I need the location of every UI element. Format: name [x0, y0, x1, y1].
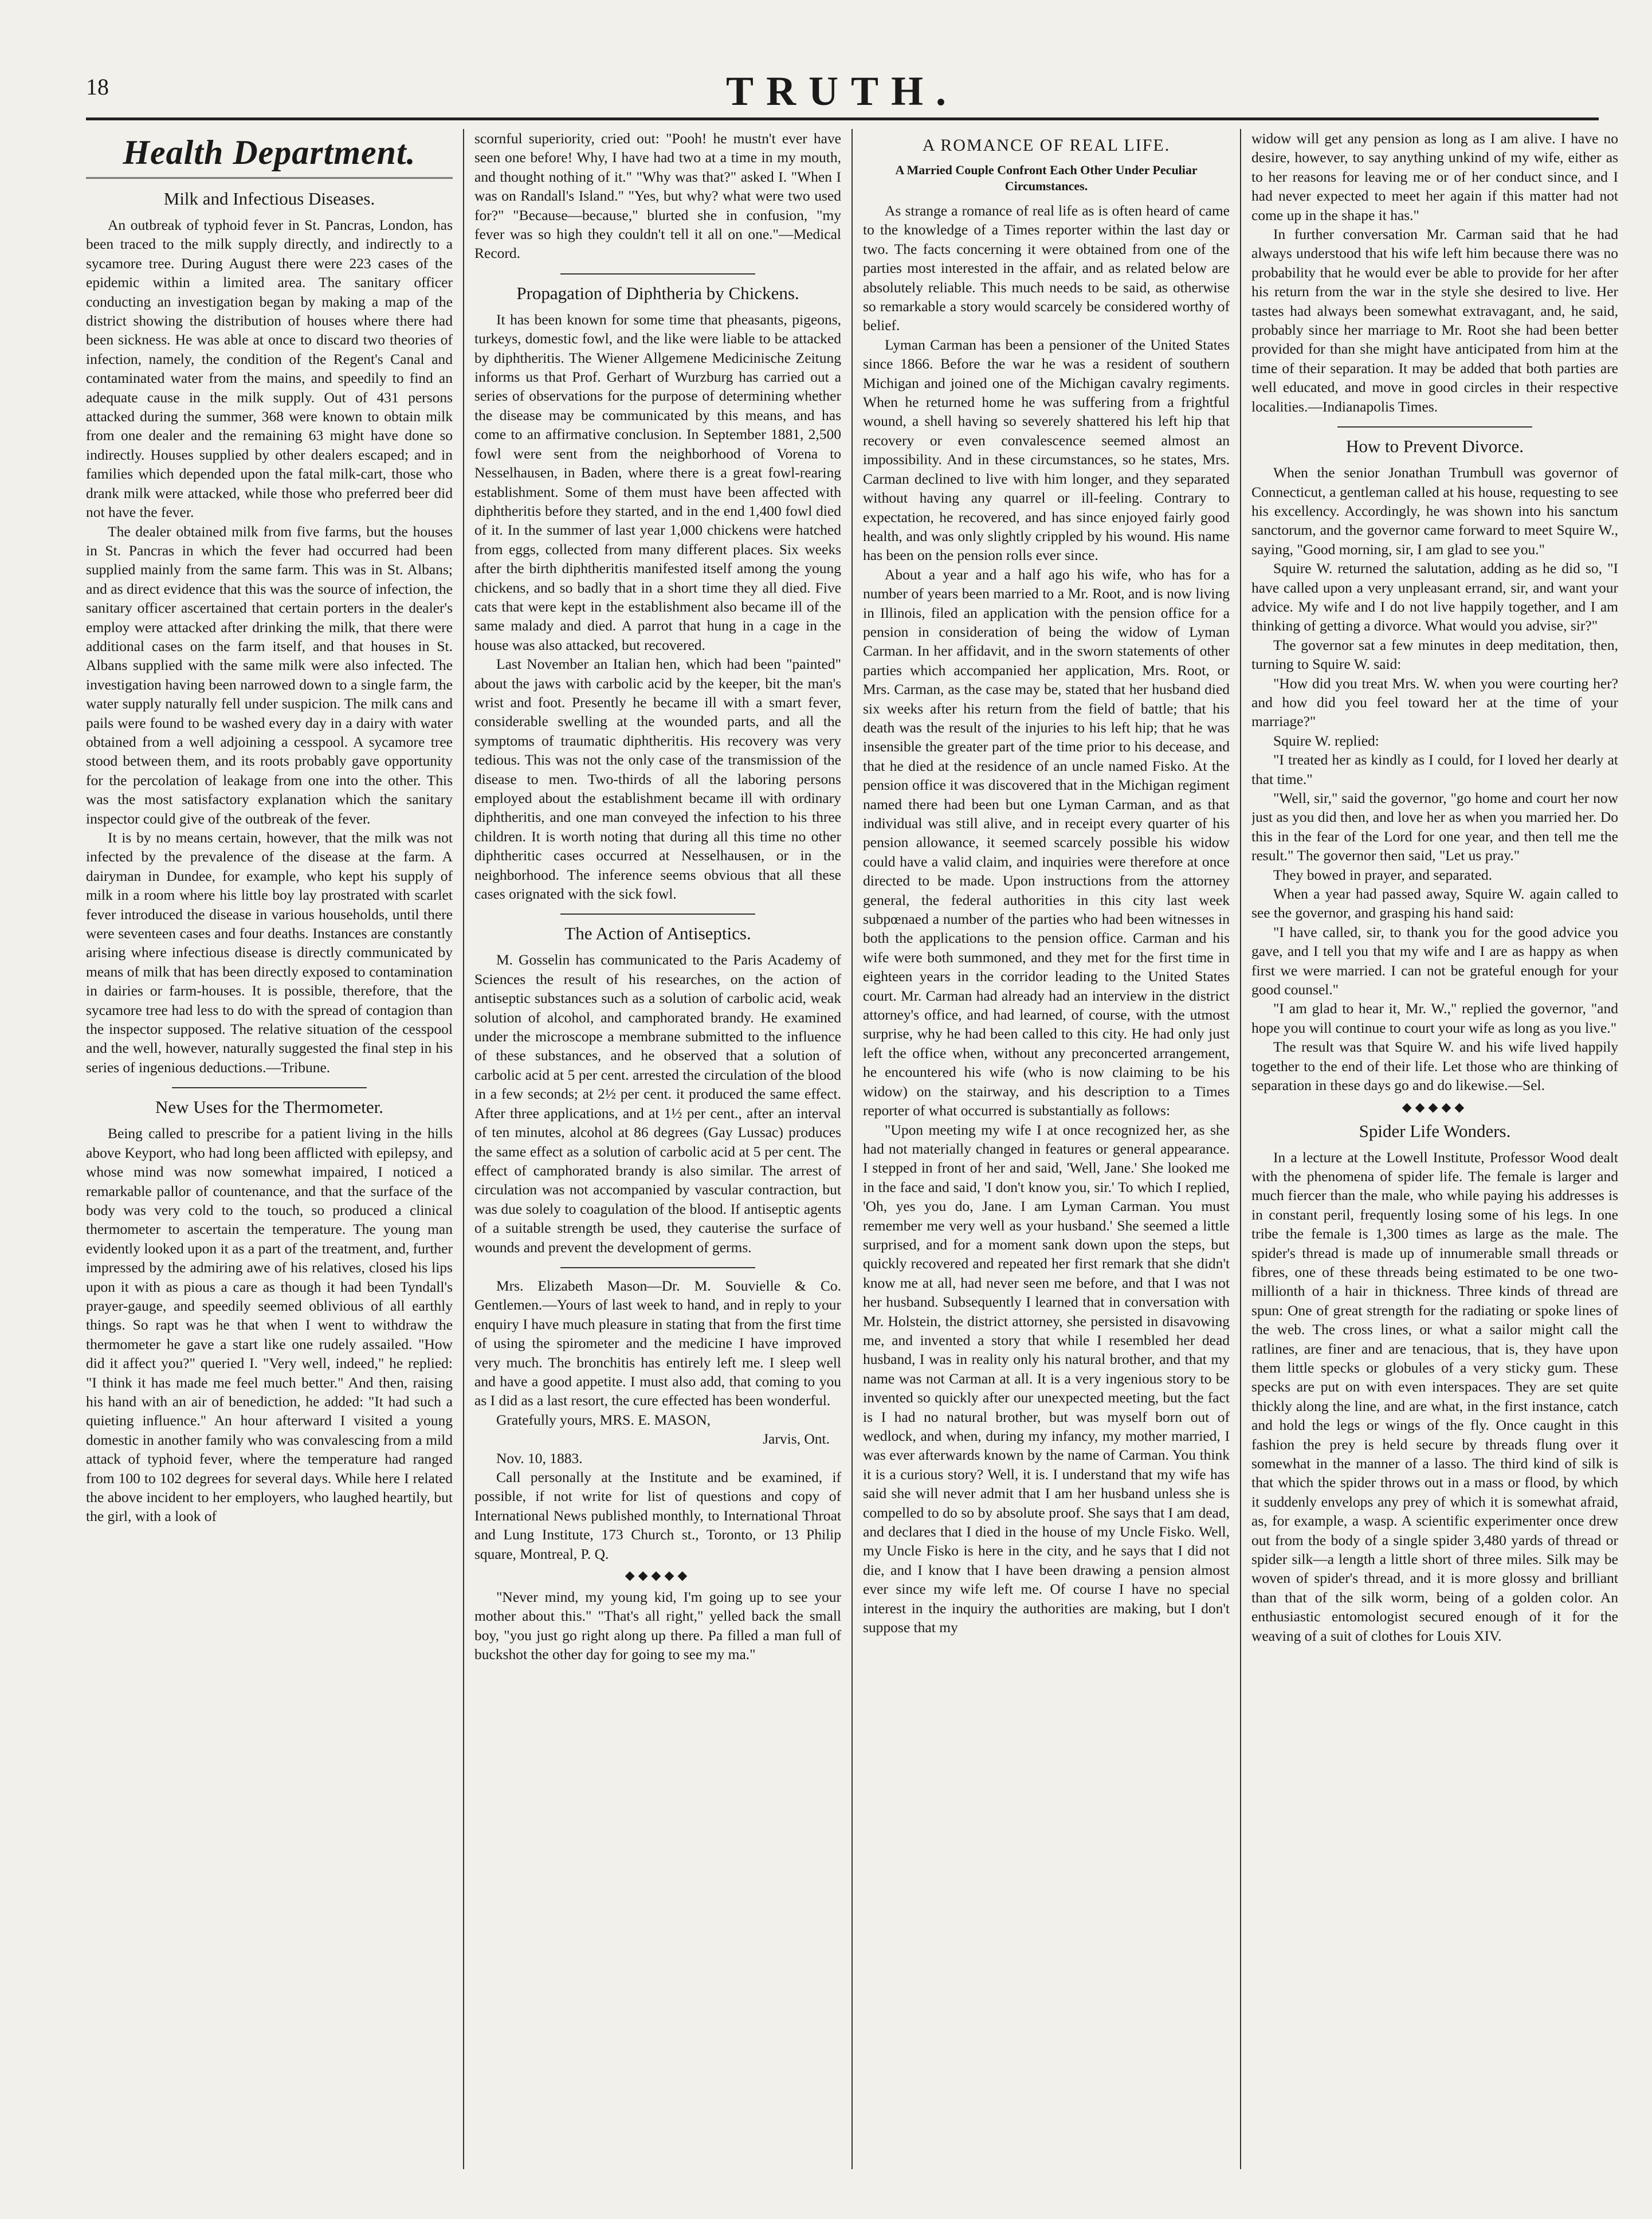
article-title-thermometer: New Uses for the Thermometer.	[155, 1097, 383, 1118]
column-2	[474, 129, 841, 2169]
newspaper-columns	[80, 129, 1618, 2169]
article-paragraph: The dealer obtained milk from five farms, but the houses in St. Pancras in which the fever had occurred had been supplied mainly from the same farm. This was in St. Albans; and as direct evidence that this was the source of infection, the sanitary officer ascertained that certain porters in the dealer's employ were attacked after drinking the milk, that there were additional cases on the farm itself, and that houses in St. Albans supplied with the same milk were also infected. The investigation having been narrowed down to a single farm, the water supply naturally fell under suspicion. The milk cans and pails were found to be washed every day in a dairy with water obtained from a well adjoining a cesspool. A sycamore tree stood between them, and its roots probably gave opportunity for the percolation of leakage from one into the other. This was the most satisfactory explanation which the sanitary inspector could give of the outbreak of the fever.	[86, 523, 453, 827]
article-paragraph: "Well, sir," said the governor, "go home and court her now just as you did then, and love her as when you married her. Do this in the fear of the Lord for one year, and then tell me the result." The governor then said, "Let us pray."	[1251, 790, 1618, 864]
page-header	[86, 68, 1599, 119]
article-paragraph: When a year had passed away, Squire W. again called to see the governor, and grasping his hand said:	[1251, 885, 1618, 922]
article-paragraph: Last November an Italian hen, which had been "painted" about the jaws with carbolic acid by the keeper, bit the man's wrist and foot. Presently he became ill with a smart fever, considerable swelling at the wounded parts, and all the symptoms of traumatic diphtheritis. His recovery was very tedious. This was not the only case of the transmission of the disease to men. Two-thirds of all the laboring persons employed about the establishment became ill with ordinary diphtheritis, and one man conveyed the infection to his three children. It is worth noting that during all this time no other diphtheritic cases occurred at Nesselhausen, or in the neighborhood. The inference seems obvious that all these cases orignated with the sick fowl.	[474, 656, 841, 903]
article-paragraph: The governor sat a few minutes in deep meditation, then, turning to Squire W. said:	[1251, 636, 1618, 673]
article-paragraph: When the senior Jonathan Trumbull was governor of Connecticut, a gentleman called at his house, requesting to see his excellency. Accordingly, he was shown into his sanctum sanctorum, and the governor came forward to meet Squire W., saying, "Good morning, sir, I am glad to see you."	[1251, 464, 1618, 558]
page-number: 18	[86, 74, 109, 100]
article-paragraph: It is by no means certain, however, that the milk was not infected by the prevalence of the disease at the farm. A dairyman in Dundee, for example, who kept his supply of milk in a room where his little boy lay prostrated with scarlet fever introduced the disease in various households, until there were seventeen cases and four deaths. Instances are constantly arising where infectious disease is directly communicated by means of milk that has been directly exposed to contamination in dairies or farm-houses. It is possible, therefore, that the sycamore tree had less to do with the spread of contagion than the inspector supposed. The relative situation of the cesspool and the well, however, naturally suggested the final step in his series of ingenious deductions.—Tribune.	[86, 829, 453, 1076]
column-4	[1251, 129, 1618, 2169]
title-rule	[86, 177, 453, 181]
article-paragraph: They bowed in prayer, and separated.	[1273, 866, 1493, 883]
article-paragraph: "Never mind, my young kid, I'm going up to see your mother about this." "That's all right," yelled back the small boy, "you just go right along up there. Pa filled a man full of buckshot the other day for going to see my ma."	[474, 1589, 841, 1663]
article-paragraph: Squire W. replied:	[1273, 732, 1379, 749]
article-paragraph: In further conversation Mr. Carman said that he had always understood that his wife left him because there was no probability that he would ever be able to provide for her after his return from the war in the style she desired to live. Her tastes had always been somewhat extravagant, and, he said, probably since her marriage to Mr. Root she had been better provided for than she might have anticipated from him at the time of their separation. It may be added that both parties are well educated, and move in good circles in their respective localities.—Indianapolis Times.	[1251, 226, 1618, 415]
column-1	[86, 129, 453, 2169]
article-paragraph: It has been known for some time that pheasants, pigeons, turkeys, domestic fowl, and the like were liable to be attacked by diphtheritis. The Wiener Allgemene Medicinische Zeitung informs us that Prof. Gerhart of Wurzburg has carried out a series of observations for the purpose of determining whether the disease may be communicated by this means, and has come to an affirmative conclusion. In September 1881, 2,500 fowl were sent from the neighborhood of Vorena to Nesselhausen, in Baden, where there is a great fowl-rearing establishment. Some of them must have been affected with diphtheritis before they started, and in the end 1,400 fowl died of it. In the summer of last year 1,000 chickens were hatched from eggs, collected from many different places. Six weeks after the birth diphtheritis manifested itself among the young chickens, and so badly that in a short time they all died. Five cats that were kept in the establishment also became ill of the same malady and died. A parrot that hung in a cage in the house was also attacked, but recovered.	[474, 311, 841, 653]
article-paragraph: "How did you treat Mrs. W. when you were courting her? and how did you feel toward her at the time of your marriage?"	[1251, 675, 1618, 730]
article-title-divorce: How to Prevent Divorce.	[1346, 436, 1524, 457]
article-paragraph: Being called to prescribe for a patient living in the hills above Keyport, who had long been afflicted with epilepsy, and whose mind was now somewhat impaired, I noticed a remarkable pallor of countenance, and that the surface of the body was very cold to the touch, so produced a clinical thermometer to ascertain the temperature. The young man evidently looked upon it as a part of the treatment, and, further impressed by the admiring awe of his relatives, closed his lips upon it with as pious a care as though it had been Tyndall's prayer-gauge, and speedily seemed oblivious of all earthly things. So rapt was he that when I went to withdraw the thermometer he gave a start like one rudely assailed. "How did it affect you?" queried I. "Very well, indeed," he replied: "I think it has made me feel much better." And then, raising his hand with an air of benediction, he added: "It had such a quieting influence." An hour afterward I visited a young domestic in another family who was convalescing from a mild attack of typhoid fever, where the temperature had ranged from 100 to 102 degrees for several days. While here I related the above incident to her employers, who laughed heartily, but the girl, with a look of	[86, 1125, 453, 1525]
letter-place: Jarvis, Ont.	[763, 1430, 830, 1448]
column-rule	[851, 129, 853, 2169]
article-paragraph: The result was that Squire W. and his wife lived happily together to the end of their life. Let those who are thinking of separation in these days go and do likewise.—Sel.	[1251, 1038, 1618, 1094]
department-title: Health Department.	[123, 134, 416, 171]
section-divider	[560, 273, 755, 275]
section-divider	[560, 914, 755, 915]
article-paragraph: An outbreak of typhoid fever in St. Pancras, London, has been traced to the milk supply directly, and indirectly to a sycamore tree. During August there were 223 cases of the epidemic within a limited area. The sanitary officer conducting an investigation began by making a map of the district showing the distribution of houses where there had been sickness. He was able at once to discard two theories of infection, namely, the condition of the Regent's Canal and contaminated water from the mains, and speedily to find an adequate cause in the milk supply. Out of 431 persons attacked during the summer, 368 were known to obtain milk from one dealer and the remaining 63 might have done so indirectly. Houses supplied by other dealers escaped; and in families which depended upon the fatal milk-cart, those who drank milk were attacked, while those who preferred beer did not have the fever.	[86, 217, 453, 521]
header-rule	[86, 117, 1599, 120]
column-3	[863, 129, 1230, 2169]
article-title-romance: A ROMANCE OF REAL LIFE.	[922, 136, 1171, 155]
article-subtitle-romance: A Married Couple Confront Each Other Under Peculiar Circumstances.	[895, 163, 1198, 193]
article-paragraph: In a lecture at the Lowell Institute, Professor Wood dealt with the phenomena of spider life. The female is larger and much fiercer than the male, who while paying his addresses is in constant peril, frequently losing some of his legs. In one tribe the female is 1,300 times as large as the male. The spider's thread is made up of innumerable small threads or fibres, one of these threads being estimated to be one two-millionth of a hair in thickness. Three kinds of thread are spun: One of great strength for the radiating or spoke lines of the web. The cross lines, or what a sailor might call the ratlines, are finer and are tenacious, that is, they have upon them little specks or globules of a very sticky gum. These specks are put on with even interspaces. They are set quite thickly along the line, and are what, in the first instance, catch and hold the legs or wings of the fly. Once caught in this fashion the prey is held secure by threads flung over it somewhat in the manner of a lasso. The third kind of silk is that which the spider throws out in a mass or flood, by which it suddenly envelops any prey of which it is somewhat afraid, as, for example, a wasp. A scientific experimenter once drew out from the body of a single spider 3,480 yards of thread or spider silk—a length a little short of three miles. Silk may be woven of spider's thread, and it is more glossy and brilliant than that of the silk worm, being of a golden color. An enthusiastic entomologist secured enough of it for the weaving of a suit of clothes for Louis XIV.	[1251, 1148, 1618, 1644]
letter-date: Nov. 10, 1883.	[496, 1449, 583, 1467]
letter-paragraph: Mrs. Elizabeth Mason—Dr. M. Souvielle & Co. Gentlemen.—Yours of last week to hand, and in reply to your enquiry I have much pleasure in stating that from the first time of using the spirometer and the medicine I have improved very much. The bronchitis has entirely left me. I sleep well and have a good appetite. I must also add, that coming to you as I did as a last resort, the cure effected has been wonderful.	[474, 1277, 841, 1409]
article-paragraph: "I treated her as kindly as I could, for I loved her dearly at that time."	[1251, 751, 1618, 787]
article-paragraph: M. Gosselin has communicated to the Paris Academy of Sciences the result of his researches, on the action of antiseptic substances such as a solution of carbolic acid, weak solution of alcohol, and camphorated brandy. He examined under the microscope a membrane submitted to the influence of these substances, and he observed that a solution of carbolic acid at 5 per cent. arrested the circulation of the blood in a few seconds; at 2½ per cent. it produced the same effect. After three applications, and at 1½ per cent., after an interval of ten minutes, alcohol at 86 degrees (Gay Lussac) produces the same effect as a solution of carbolic acid at 5 per cent. The effect of camphorated brandy is also similar. The arrest of circulation was not accompanied by vascular contraction, but was due solely to coagulation of the blood. If antiseptic agents of a suitable strength be used, they cauterise the surface of wounds and prevent the development of germs.	[474, 951, 841, 1256]
article-paragraph: As strange a romance of real life as is often heard of came to the knowledge of a Times reporter within the last day or two. The facts concerning it were obtained from one of the parties most interested in the affair, and as related below are absolutely reliable. This much needs to be said, as otherwise so remarkable a story would scarcely be considered worthy of belief.	[863, 202, 1230, 334]
ornamental-divider: ◆◆◆◆◆	[625, 1568, 691, 1583]
section-divider	[1337, 426, 1532, 428]
column-rule	[1240, 129, 1241, 2169]
section-divider	[560, 1267, 755, 1268]
letter-closing: Gratefully yours, MRS. E. MASON,	[496, 1411, 711, 1428]
masthead-title: TRUTH.	[725, 68, 959, 114]
section-divider	[172, 1087, 367, 1088]
article-paragraph: Squire W. returned the salutation, adding as he did so, "I have called upon a very unpleasant errand, sir, and want your advice. My wife and I do not live happily together, and I am thinking of getting a divorce. What would you advise, sir?"	[1251, 560, 1618, 634]
article-paragraph: widow will get any pension as long as I am alive. I have no desire, however, to say anything unkind of my wife, either as to her reasons for leaving me or of her conduct since, and I had never expected to meet her again if this matter had not come up in the shape it has."	[1251, 130, 1618, 224]
article-paragraph: "I have called, sir, to thank you for the good advice you gave, and I tell you that my wife and I are as happy as when first we were married. I can not be grateful enough for your good counsel."	[1251, 923, 1618, 998]
article-title-antiseptics: The Action of Antiseptics.	[564, 923, 751, 944]
article-title-milk: Milk and Infectious Diseases.	[163, 189, 375, 209]
ornamental-divider: ◆◆◆◆◆	[1402, 1099, 1468, 1114]
article-paragraph: "Upon meeting my wife I at once recognized her, as she had not materially changed in features or general appearance. I stepped in front of her and said, 'Well, Jane.' She looked me in the face and said, 'I don't know you, sir.' To which I replied, 'Oh, yes you do, Jane. I am Lyman Carman. You must remember me very well as your husband.' She seemed a little surprised, and for a moment sank down upon the steps, but quickly recovered and repeated her first remark that she didn't know me at all, had never seen me before, and that I was not her husband. Subsequently I learned that in conversation with Mr. Holstein, the district attorney, she persisted in disavowing me, and invented a story that while I resembled her dead husband, I was in reality only his natural brother, and that my name was not Carman at all. It is a very ingenious story to be invented so quickly after our unexpected meeting, but the fact is I had no natural brother, but was myself born out of wedlock, and when, during my infancy, my mother married, I was ever afterwards known by the name of Carman. You think it is a curious story? Well, it is. I understand that my wife has said she will never admit that I am her husband unless she is compelled to do so by absolute proof. She says that I am dead, and declares that I died in the house of my Uncle Fisko. Well, my Uncle Fisko is here in the city, and he says that I did not die, and I know that I have been drawing a pension almost ever since my wife left me. Of course I have no special interest in the inquiry the authorities are making, but I don't suppose that my	[863, 1121, 1230, 1636]
article-paragraph: "I am glad to hear it, Mr. W.," replied the governor, "and hope you will continue to court your wife as long as you live."	[1251, 1000, 1618, 1036]
article-paragraph: scornful superiority, cried out: "Pooh! he mustn't ever have seen one before! Why, I have had two at a time in my mouth, and thought nothing of it." "Why was that?" asked I. "When I was on Randall's Island." "Yes, but why? what were two used for?" "Because—because," blurted she in confusion, "my fever was so high they couldn't tell it all on one."—Medical Record.	[474, 130, 841, 262]
article-title-diphtheria: Propagation of Diphtheria by Chickens.	[516, 283, 799, 303]
article-paragraph: About a year and a half ago his wife, who has for a number of years been married to a Mr. Root, and is now living in Illinois, filed an application with the pension office for a pension in consideration of being the widow of Lyman Carman. In her affidavit, and in the sworn statements of other parties which accompanied her application, Mrs. Root, or Mrs. Carman, as the case may be, stated that her husband died six weeks after his return from the field of battle; that his death was the result of the injuries to his left hip; that he was insensible the greater part of the time prior to his decease, and that he died at the residence of an uncle named Fisko. At the pension office it was discovered that in the Michigan regiment named there had been but one Lyman Carman, and as that individual was still alive, and in receipt every quarter of his pension allowance, it seemed scarcely possible his widow could have a valid claim, and inquiries were therefore at once directed to be made. Upon instructions from the attorney general, the federal authorities in this city last week subpœnaed a number of the parties who had been witnesses in both the applications to the pension office. Carman and his wife were both summoned, and they met for the first time in eighteen years in the corridor leading to the United States court. Mr. Carman had already had an interview in the district attorney's office, and had learned, of course, with the utmost surprise, why he had been called to this city. He had only just left the office when, without any preconcerted arrangement, he encountered his wife (who is now claiming to be his widow) on the stairway, and his description to a Times reporter of what occurred is substantially as follows:	[863, 566, 1230, 1119]
article-title-spider: Spider Life Wonders.	[1359, 1120, 1511, 1141]
column-rule	[463, 129, 464, 2169]
letter-paragraph: Call personally at the Institute and be examined, if possible, if not write for list of questions and copy of International News published monthly, to International Throat and Lung Institute, 173 Church st., Toronto, or 13 Philip square, Montreal, P. Q.	[474, 1469, 841, 1562]
article-paragraph: Lyman Carman has been a pensioner of the United States since 1866. Before the war he was a resident of southern Michigan and joined one of the Michigan cavalry regiments. When he returned home he was suffering from a frightful wound, a shell having so severely shattered his left hip that recovery or even convalescence seemed almost an impossibility. And in these circumstances, so he states, Mrs. Carman declined to live with him longer, and they separated without having any quarrel or ill-feeling. Contrary to expectation, he recovered, and has since enjoyed fairly good health, and was only slightly crippled by his wound. His name has been on the pension rolls ever since.	[863, 336, 1230, 564]
